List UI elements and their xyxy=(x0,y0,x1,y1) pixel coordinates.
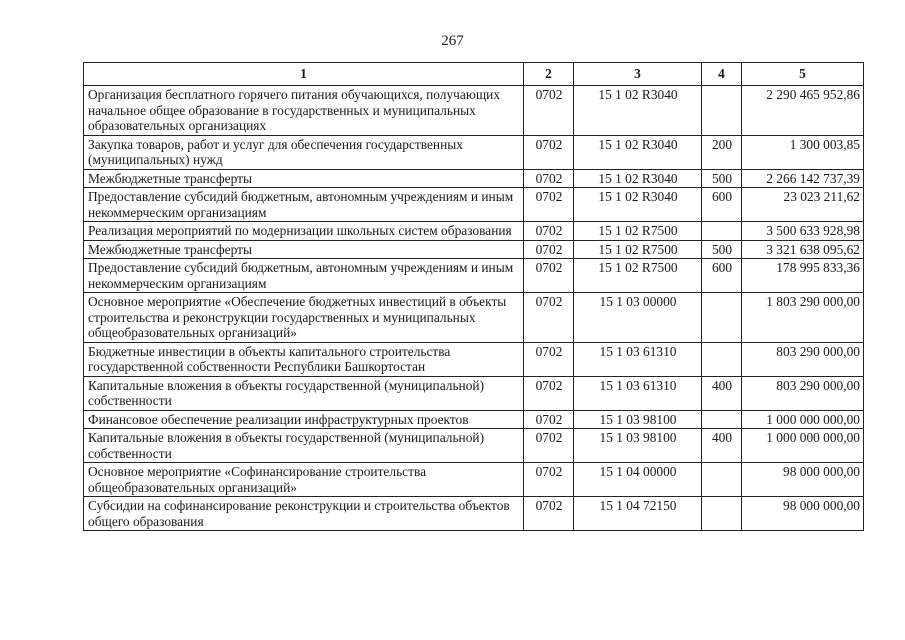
row-sum-cell: 1 000 000 000,00 xyxy=(742,429,864,463)
row-sum-cell: 2 290 465 952,86 xyxy=(742,86,864,136)
row-sum-cell: 1 300 003,85 xyxy=(742,135,864,169)
table-header-row xyxy=(84,63,864,86)
row-section-cell: 0702 xyxy=(524,293,574,343)
table-row xyxy=(84,293,864,343)
table-row xyxy=(84,169,864,188)
row-name-cell: Бюджетные инвестиции в объекты капитального строительства государственной собственности Республики Башкортостан xyxy=(84,342,524,376)
row-vr-cell xyxy=(702,222,742,241)
row-name-cell: Закупка товаров, работ и услуг для обеспечения государственных (муниципальных) нужд xyxy=(84,135,524,169)
table-row xyxy=(84,429,864,463)
table-row xyxy=(84,135,864,169)
row-vr-cell: 600 xyxy=(702,188,742,222)
table-body xyxy=(84,86,864,531)
row-sum-cell: 178 995 833,36 xyxy=(742,259,864,293)
row-csr-cell: 15 1 02 R3040 xyxy=(574,86,702,136)
table-row xyxy=(84,463,864,497)
table-row xyxy=(84,188,864,222)
row-name-cell: Финансовое обеспечение реализации инфраструктурных проектов xyxy=(84,410,524,429)
row-csr-cell: 15 1 02 R7500 xyxy=(574,222,702,241)
row-vr-cell xyxy=(702,86,742,136)
row-name-cell: Основное мероприятие «Обеспечение бюджетных инвестиций в объекты строительства и реконструкции государственных и муниципальных общеобразовательных организаций» xyxy=(84,293,524,343)
row-csr-cell: 15 1 02 R3040 xyxy=(574,135,702,169)
row-csr-cell: 15 1 02 R7500 xyxy=(574,259,702,293)
row-section-cell: 0702 xyxy=(524,188,574,222)
row-section-cell: 0702 xyxy=(524,410,574,429)
row-sum-cell: 3 321 638 095,62 xyxy=(742,240,864,259)
row-vr-cell: 600 xyxy=(702,259,742,293)
header-col-1: 1 xyxy=(84,63,524,86)
row-section-cell: 0702 xyxy=(524,497,574,531)
row-section-cell: 0702 xyxy=(524,222,574,241)
row-vr-cell: 500 xyxy=(702,240,742,259)
row-vr-cell xyxy=(702,410,742,429)
row-vr-cell xyxy=(702,342,742,376)
header-col-4: 4 xyxy=(702,63,742,86)
header-col-5: 5 xyxy=(742,63,864,86)
row-csr-cell: 15 1 04 72150 xyxy=(574,497,702,531)
row-section-cell: 0702 xyxy=(524,135,574,169)
table-row xyxy=(84,259,864,293)
row-csr-cell: 15 1 02 R3040 xyxy=(574,188,702,222)
row-csr-cell: 15 1 03 98100 xyxy=(574,429,702,463)
header-col-2: 2 xyxy=(524,63,574,86)
row-name-cell: Основное мероприятие «Софинансирование строительства общеобразовательных организаций» xyxy=(84,463,524,497)
budget-table xyxy=(83,62,864,531)
row-csr-cell: 15 1 03 61310 xyxy=(574,376,702,410)
row-sum-cell: 1 803 290 000,00 xyxy=(742,293,864,343)
row-name-cell: Капитальные вложения в объекты государственной (муниципальной) собственности xyxy=(84,429,524,463)
page-number: 267 xyxy=(441,33,464,49)
row-csr-cell: 15 1 02 R3040 xyxy=(574,169,702,188)
row-section-cell: 0702 xyxy=(524,86,574,136)
row-name-cell: Межбюджетные трансферты xyxy=(84,169,524,188)
row-vr-cell: 500 xyxy=(702,169,742,188)
table-row xyxy=(84,222,864,241)
table-row xyxy=(84,410,864,429)
row-vr-cell xyxy=(702,293,742,343)
row-section-cell: 0702 xyxy=(524,240,574,259)
row-sum-cell: 1 000 000 000,00 xyxy=(742,410,864,429)
row-vr-cell: 200 xyxy=(702,135,742,169)
row-csr-cell: 15 1 04 00000 xyxy=(574,463,702,497)
row-name-cell: Предоставление субсидий бюджетным, автономным учреждениям и иным некоммерческим организациям xyxy=(84,188,524,222)
row-section-cell: 0702 xyxy=(524,259,574,293)
row-vr-cell xyxy=(702,497,742,531)
header-col-3: 3 xyxy=(574,63,702,86)
row-sum-cell: 98 000 000,00 xyxy=(742,497,864,531)
row-section-cell: 0702 xyxy=(524,342,574,376)
row-section-cell: 0702 xyxy=(524,463,574,497)
row-csr-cell: 15 1 03 61310 xyxy=(574,342,702,376)
row-name-cell: Предоставление субсидий бюджетным, автономным учреждениям и иным некоммерческим организациям xyxy=(84,259,524,293)
row-section-cell: 0702 xyxy=(524,376,574,410)
row-sum-cell: 98 000 000,00 xyxy=(742,463,864,497)
table-row xyxy=(84,86,864,136)
row-sum-cell: 23 023 211,62 xyxy=(742,188,864,222)
row-sum-cell: 2 266 142 737,39 xyxy=(742,169,864,188)
table-row xyxy=(84,497,864,531)
row-sum-cell: 3 500 633 928,98 xyxy=(742,222,864,241)
row-sum-cell: 803 290 000,00 xyxy=(742,376,864,410)
table-row xyxy=(84,376,864,410)
row-name-cell: Субсидии на софинансирование реконструкции и строительства объектов общего образования xyxy=(84,497,524,531)
row-name-cell: Межбюджетные трансферты xyxy=(84,240,524,259)
row-sum-cell: 803 290 000,00 xyxy=(742,342,864,376)
row-vr-cell: 400 xyxy=(702,429,742,463)
row-vr-cell xyxy=(702,463,742,497)
row-name-cell: Организация бесплатного горячего питания обучающихся, получающих начальное общее образование в государственных и муниципальных образовательных организациях xyxy=(84,86,524,136)
row-name-cell: Реализация мероприятий по модернизации школьных систем образования xyxy=(84,222,524,241)
row-section-cell: 0702 xyxy=(524,169,574,188)
row-section-cell: 0702 xyxy=(524,429,574,463)
table-row xyxy=(84,240,864,259)
table-row xyxy=(84,342,864,376)
row-name-cell: Капитальные вложения в объекты государственной (муниципальной) собственности xyxy=(84,376,524,410)
row-csr-cell: 15 1 03 98100 xyxy=(574,410,702,429)
row-csr-cell: 15 1 03 00000 xyxy=(574,293,702,343)
row-csr-cell: 15 1 02 R7500 xyxy=(574,240,702,259)
row-vr-cell: 400 xyxy=(702,376,742,410)
